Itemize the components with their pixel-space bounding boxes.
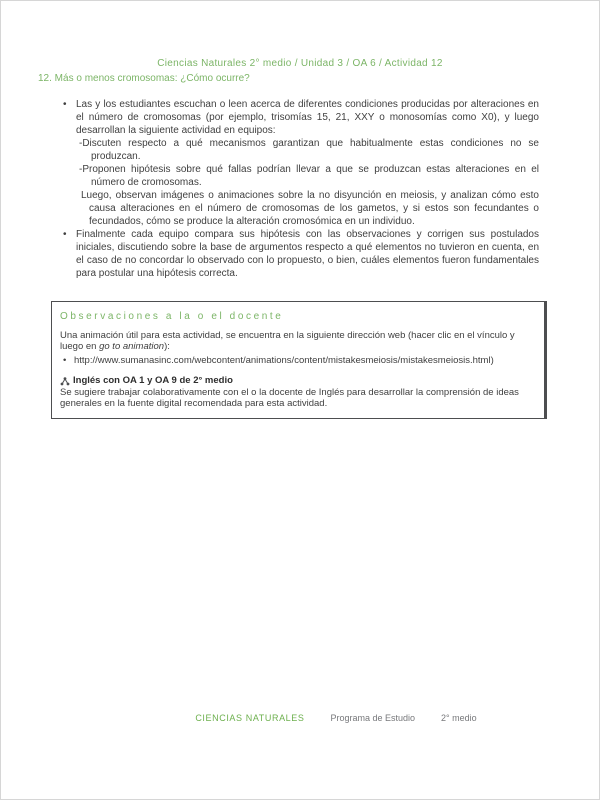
footer-grade: 2° medio	[441, 713, 477, 723]
observations-intro-tail: ):	[164, 341, 170, 352]
page-footer	[37, 713, 600, 723]
resource-link[interactable]: http://www.sumanasinc.com/webcontent/animations/content/mistakesmeiosis/mistakesmeiosis.html)	[74, 354, 494, 366]
teacher-observations-box	[51, 301, 547, 419]
observations-box-title: Observaciones a la o el docente	[60, 311, 284, 322]
interdisciplinary-icon	[60, 376, 70, 386]
observations-intro	[60, 330, 534, 353]
list-item-text: -Proponen hipótesis sobre qué fallas podrían llevar a que se produzcan estas alteraciones en el número de cromosomas.	[79, 164, 539, 188]
observations-intro-text: Una animación útil para esta actividad, se encuentra en la siguiente dirección web (hacer clic en el vínculo y luego en	[60, 329, 515, 352]
bullet-marker: •	[63, 229, 67, 240]
footer-program: Programa de Estudio	[330, 713, 416, 723]
breadcrumb: Ciencias Naturales 2° medio / Unidad 3 / OA 6 / Actividad 12	[157, 58, 443, 69]
footer-subject: CIENCIAS NATURALES	[195, 713, 305, 723]
list-item	[61, 163, 539, 189]
list-item	[61, 228, 539, 280]
english-oa-heading-text: Inglés con OA 1 y OA 9 de 2° medio	[73, 375, 233, 386]
activity-body	[1, 98, 599, 280]
observations-intro-italic: go to animation	[99, 341, 165, 352]
english-oa-heading	[60, 375, 534, 387]
list-item	[61, 98, 539, 137]
list-item-text: Luego, observan imágenes o animaciones sobre la no disyunción en meiosis, y analizan cómo esto causa alteraciones en el número de cromosomas de los gametos, y si estos son fecundantes o fecundados, cómo se produce la alteración cromosómica en un individuo.	[81, 190, 539, 227]
list-item	[61, 189, 539, 228]
list-item-text: Finalmente cada equipo compara sus hipótesis con las observaciones y corrigen sus postulados iniciales, discutiendo sobre la base de argumentos respecto a qué elementos no tuvieron en cuenta, en el caso de no concordar lo observado con lo propuesto, o bien, cuáles elementos fueron fundamentales para postular una hipótesis correcta.	[76, 229, 539, 279]
bullet-marker: •	[63, 354, 67, 366]
bullet-marker: •	[63, 99, 67, 110]
resource-link-row	[60, 355, 534, 367]
list-item	[61, 137, 539, 163]
activity-title: 12. Más o menos cromosomas: ¿Cómo ocurre?	[38, 73, 250, 84]
list-item-text: -Discuten respecto a qué mecanismos garantizan que habitualmente estas condiciones no se produzcan.	[79, 138, 539, 162]
english-oa-text: Se sugiere trabajar colaborativamente con el o la docente de Inglés para desarrollar la comprensión de ideas generales en la fuente digital recomendada para esta actividad.	[60, 386, 519, 409]
list-item-text: Las y los estudiantes escuchan o leen acerca de diferentes condiciones producidas por alteraciones en el número de cromosomas (por ejemplo, trisomías 15, 21, XXY o monosomías como X0), y luego desarrollan la siguiente actividad en equipos:	[76, 99, 539, 136]
